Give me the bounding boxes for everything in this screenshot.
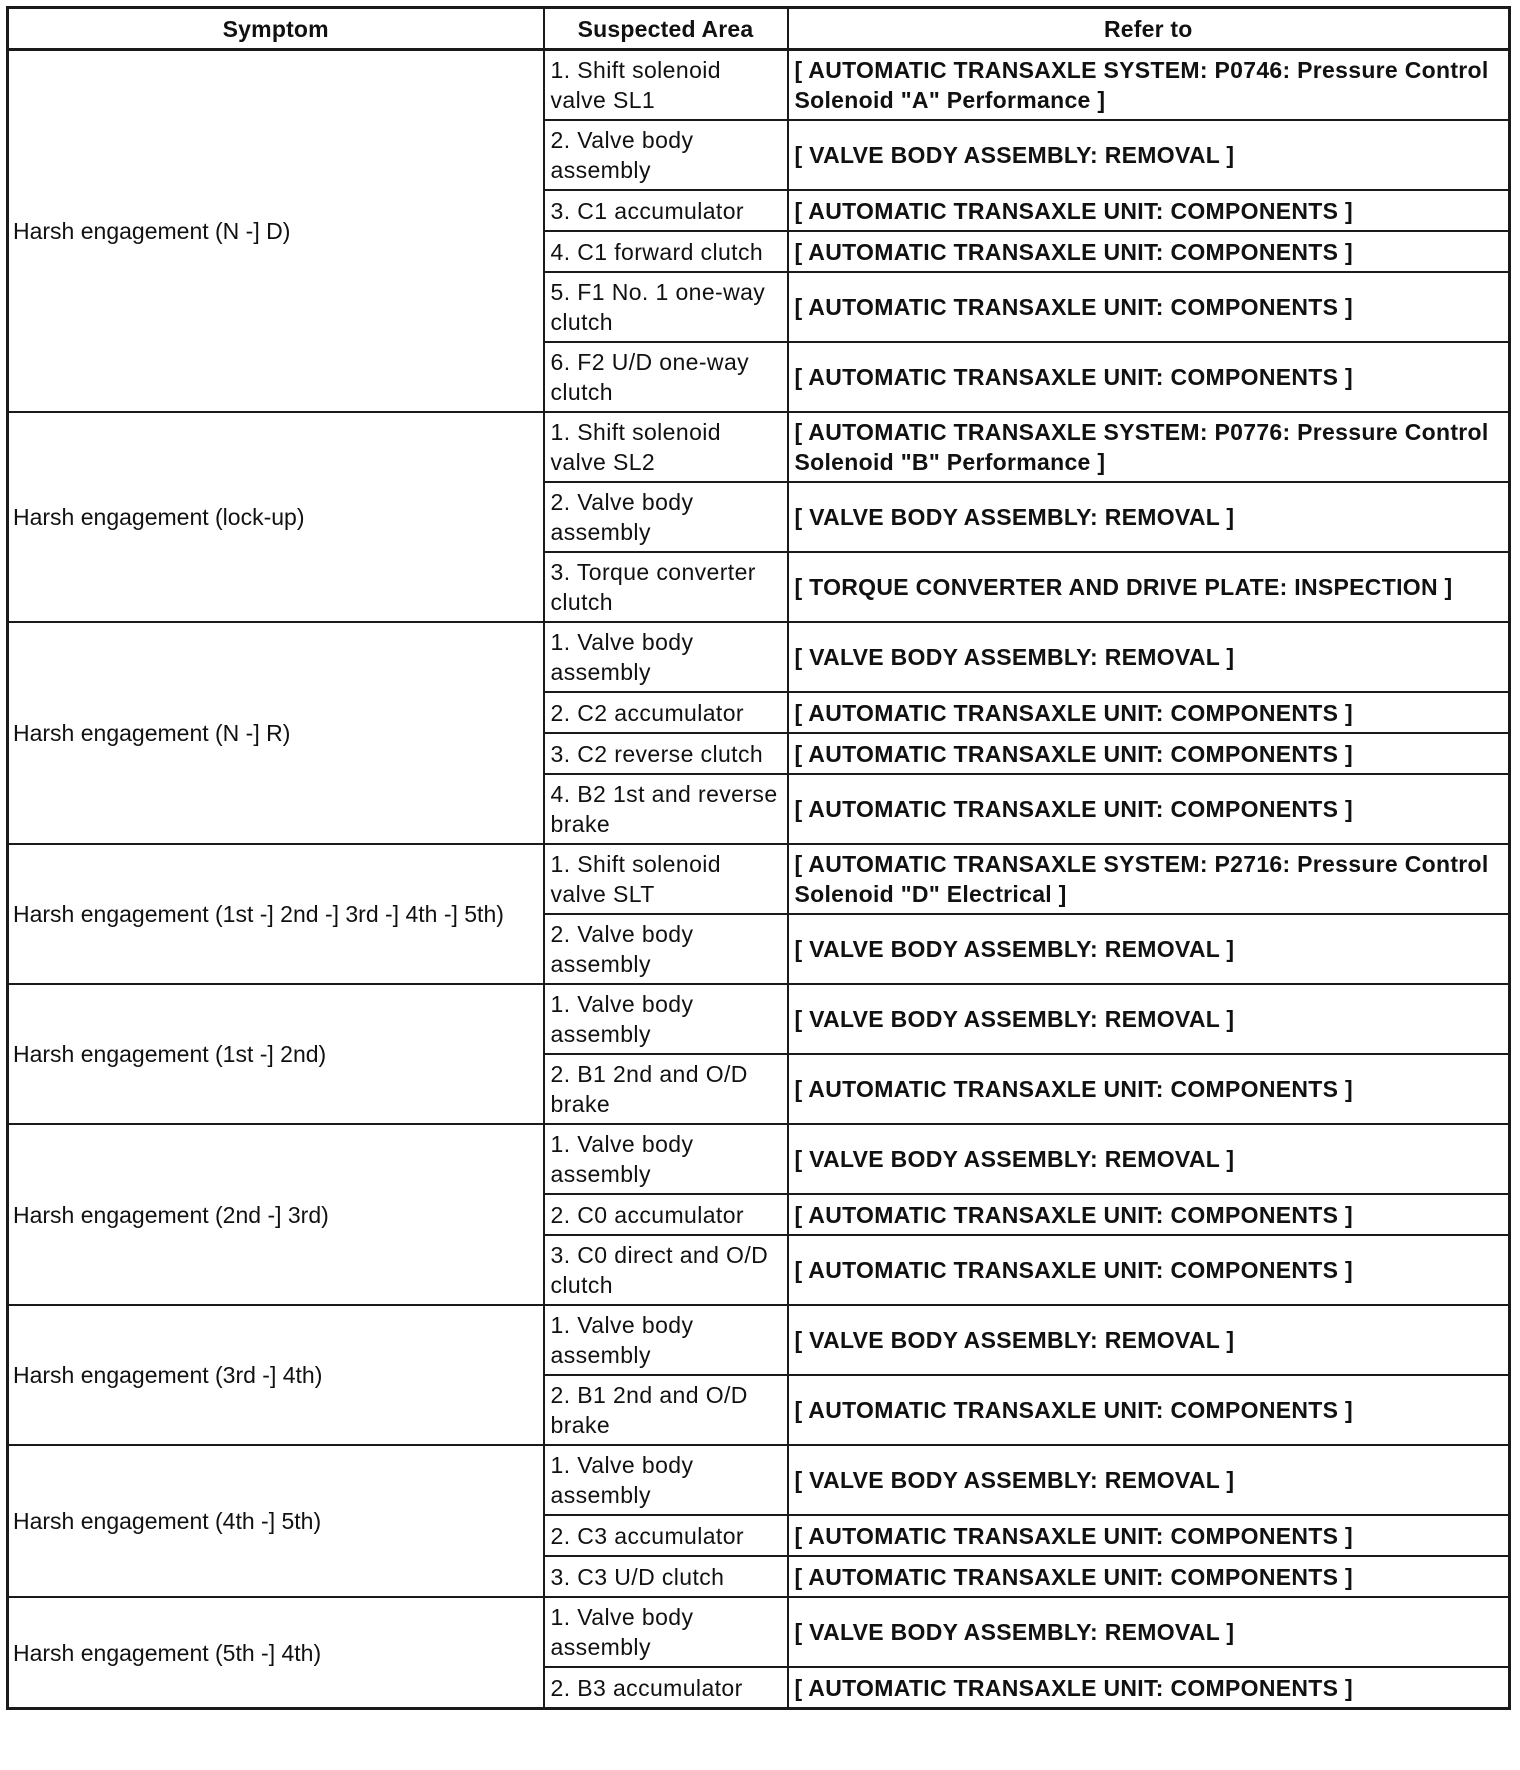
symptom-cell: Harsh engagement (2nd -] 3rd): [8, 1124, 544, 1305]
table-row: [8, 1305, 1510, 1375]
symptom-cell: Harsh engagement (1st -] 2nd): [8, 984, 544, 1124]
table-row: [8, 622, 1510, 692]
symptom-cell: Harsh engagement (lock-up): [8, 412, 544, 622]
refer-to-link[interactable]: [ VALVE BODY ASSEMBLY: REMOVAL ]: [788, 1124, 1510, 1194]
suspected-area-cell: 5. F1 No. 1 one-way clutch: [544, 272, 788, 342]
suspected-area-cell: 1. Shift solenoid valve SL2: [544, 412, 788, 482]
suspected-area-cell: 1. Valve body assembly: [544, 984, 788, 1054]
suspected-area-cell: 1. Valve body assembly: [544, 1445, 788, 1515]
refer-to-link[interactable]: [ AUTOMATIC TRANSAXLE UNIT: COMPONENTS ]: [788, 1054, 1510, 1124]
refer-to-link[interactable]: [ AUTOMATIC TRANSAXLE SYSTEM: P0776: Pressure Control Solenoid "B" Performance ]: [788, 412, 1510, 482]
suspected-area-cell: 3. C1 accumulator: [544, 190, 788, 231]
suspected-area-cell: 4. C1 forward clutch: [544, 231, 788, 272]
suspected-area-cell: 2. C0 accumulator: [544, 1194, 788, 1235]
refer-to-link[interactable]: [ VALVE BODY ASSEMBLY: REMOVAL ]: [788, 120, 1510, 190]
refer-to-link[interactable]: [ AUTOMATIC TRANSAXLE SYSTEM: P2716: Pressure Control Solenoid "D" Electrical ]: [788, 844, 1510, 914]
table-row: [8, 984, 1510, 1054]
suspected-area-cell: 4. B2 1st and reverse brake: [544, 774, 788, 844]
refer-to-link[interactable]: [ VALVE BODY ASSEMBLY: REMOVAL ]: [788, 1445, 1510, 1515]
symptom-cell: Harsh engagement (4th -] 5th): [8, 1445, 544, 1597]
refer-to-link[interactable]: [ AUTOMATIC TRANSAXLE UNIT: COMPONENTS ]: [788, 190, 1510, 231]
refer-to-link[interactable]: [ AUTOMATIC TRANSAXLE SYSTEM: P0746: Pressure Control Solenoid "A" Performance ]: [788, 50, 1510, 121]
table-row: [8, 1597, 1510, 1667]
table-row: [8, 844, 1510, 914]
refer-to-link[interactable]: [ VALVE BODY ASSEMBLY: REMOVAL ]: [788, 914, 1510, 984]
diagnostic-table: [6, 6, 1511, 1710]
refer-to-link[interactable]: [ AUTOMATIC TRANSAXLE UNIT: COMPONENTS ]: [788, 1556, 1510, 1597]
refer-to-link[interactable]: [ VALVE BODY ASSEMBLY: REMOVAL ]: [788, 984, 1510, 1054]
refer-to-link[interactable]: [ AUTOMATIC TRANSAXLE UNIT: COMPONENTS ]: [788, 231, 1510, 272]
symptom-cell: Harsh engagement (3rd -] 4th): [8, 1305, 544, 1445]
symptom-cell: Harsh engagement (5th -] 4th): [8, 1597, 544, 1709]
suspected-area-cell: 1. Shift solenoid valve SL1: [544, 50, 788, 121]
suspected-area-cell: 1. Valve body assembly: [544, 622, 788, 692]
symptom-cell: Harsh engagement (N -] R): [8, 622, 544, 844]
refer-to-link[interactable]: [ AUTOMATIC TRANSAXLE UNIT: COMPONENTS ]: [788, 1667, 1510, 1709]
refer-to-link[interactable]: [ VALVE BODY ASSEMBLY: REMOVAL ]: [788, 1305, 1510, 1375]
refer-to-link[interactable]: [ AUTOMATIC TRANSAXLE UNIT: COMPONENTS ]: [788, 774, 1510, 844]
header-refer-to: Refer to: [788, 8, 1510, 50]
symptom-cell: Harsh engagement (N -] D): [8, 50, 544, 413]
suspected-area-cell: 3. C0 direct and O/D clutch: [544, 1235, 788, 1305]
suspected-area-cell: 2. Valve body assembly: [544, 482, 788, 552]
table-row: [8, 1124, 1510, 1194]
suspected-area-cell: 2. B3 accumulator: [544, 1667, 788, 1709]
refer-to-link[interactable]: [ AUTOMATIC TRANSAXLE UNIT: COMPONENTS ]: [788, 733, 1510, 774]
suspected-area-cell: 6. F2 U/D one-way clutch: [544, 342, 788, 412]
table-row: [8, 50, 1510, 121]
refer-to-link[interactable]: [ TORQUE CONVERTER AND DRIVE PLATE: INSPECTION ]: [788, 552, 1510, 622]
refer-to-link[interactable]: [ AUTOMATIC TRANSAXLE UNIT: COMPONENTS ]: [788, 272, 1510, 342]
refer-to-link[interactable]: [ AUTOMATIC TRANSAXLE UNIT: COMPONENTS ]: [788, 692, 1510, 733]
suspected-area-cell: 1. Shift solenoid valve SLT: [544, 844, 788, 914]
table-row: [8, 412, 1510, 482]
refer-to-link[interactable]: [ AUTOMATIC TRANSAXLE UNIT: COMPONENTS ]: [788, 1375, 1510, 1445]
header-row: [8, 8, 1510, 50]
suspected-area-cell: 1. Valve body assembly: [544, 1597, 788, 1667]
suspected-area-cell: 2. B1 2nd and O/D brake: [544, 1054, 788, 1124]
refer-to-link[interactable]: [ AUTOMATIC TRANSAXLE UNIT: COMPONENTS ]: [788, 342, 1510, 412]
refer-to-link[interactable]: [ VALVE BODY ASSEMBLY: REMOVAL ]: [788, 1597, 1510, 1667]
refer-to-link[interactable]: [ VALVE BODY ASSEMBLY: REMOVAL ]: [788, 482, 1510, 552]
suspected-area-cell: 3. C3 U/D clutch: [544, 1556, 788, 1597]
suspected-area-cell: 2. Valve body assembly: [544, 120, 788, 190]
suspected-area-cell: 2. Valve body assembly: [544, 914, 788, 984]
header-suspected-area: Suspected Area: [544, 8, 788, 50]
suspected-area-cell: 3. Torque converter clutch: [544, 552, 788, 622]
suspected-area-cell: 1. Valve body assembly: [544, 1124, 788, 1194]
refer-to-link[interactable]: [ VALVE BODY ASSEMBLY: REMOVAL ]: [788, 622, 1510, 692]
refer-to-link[interactable]: [ AUTOMATIC TRANSAXLE UNIT: COMPONENTS ]: [788, 1194, 1510, 1235]
suspected-area-cell: 2. C3 accumulator: [544, 1515, 788, 1556]
suspected-area-cell: 3. C2 reverse clutch: [544, 733, 788, 774]
suspected-area-cell: 2. C2 accumulator: [544, 692, 788, 733]
refer-to-link[interactable]: [ AUTOMATIC TRANSAXLE UNIT: COMPONENTS ]: [788, 1515, 1510, 1556]
symptom-cell: Harsh engagement (1st -] 2nd -] 3rd -] 4th -] 5th): [8, 844, 544, 984]
suspected-area-cell: 2. B1 2nd and O/D brake: [544, 1375, 788, 1445]
suspected-area-cell: 1. Valve body assembly: [544, 1305, 788, 1375]
table-row: [8, 1445, 1510, 1515]
header-symptom: Symptom: [8, 8, 544, 50]
refer-to-link[interactable]: [ AUTOMATIC TRANSAXLE UNIT: COMPONENTS ]: [788, 1235, 1510, 1305]
